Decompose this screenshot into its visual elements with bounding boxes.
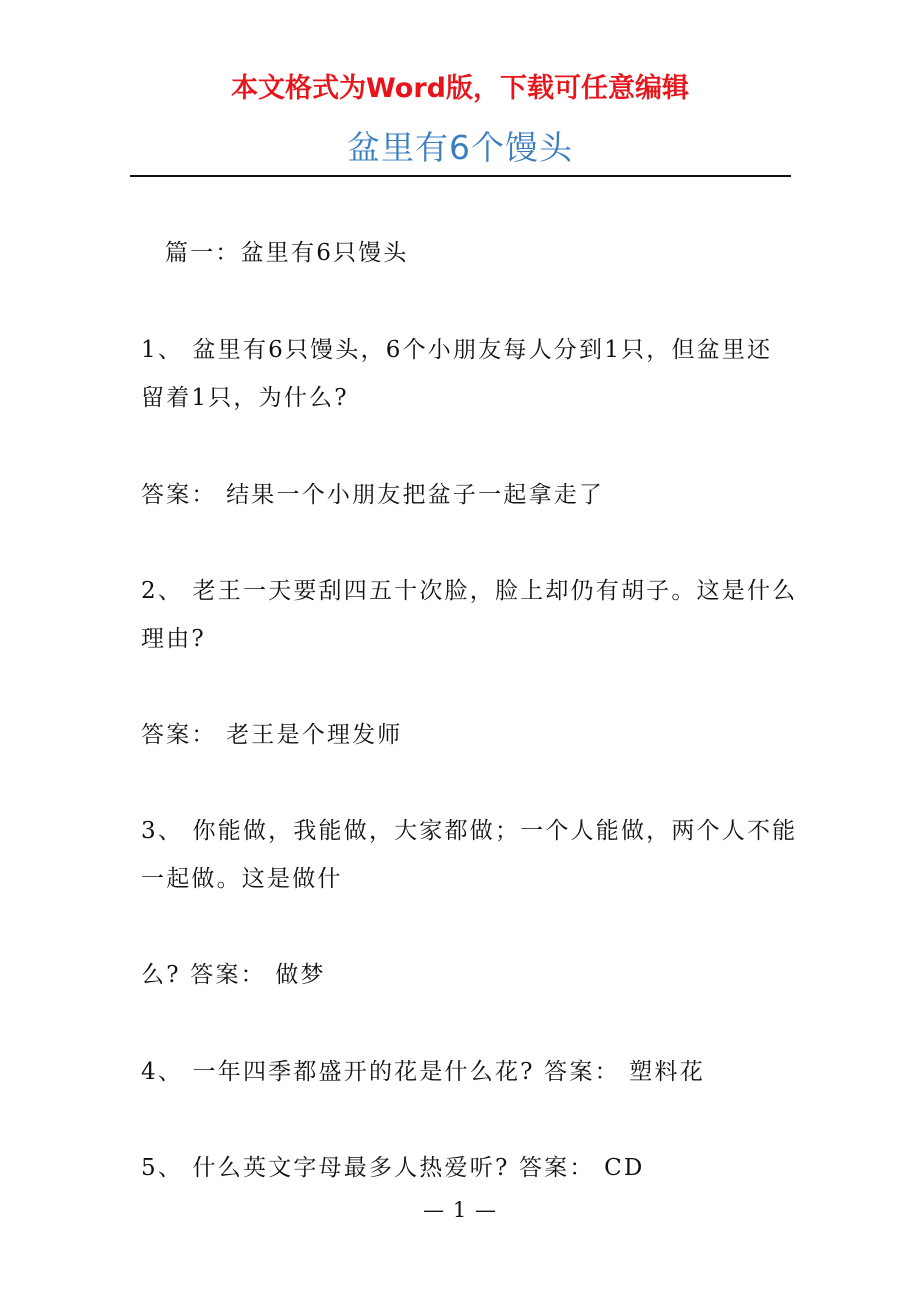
question-2-line-1: 2、 老王一天要刮四五十次脸，脸上却仍有胡子。这是什么 <box>141 578 798 604</box>
document-title: 盆里有6个馒头 <box>347 128 573 167</box>
question-5: 5、 什么英文字母最多人热爱听? 答案： CD <box>141 1155 645 1181</box>
answer-2: 答案： 老王是个理发师 <box>141 722 403 748</box>
document-banner: 本文格式为Word版，下载可任意编辑 <box>230 73 689 104</box>
question-1-line-1: 1、 盆里有6只馒头，6个小朋友每人分到1只，但盆里还 <box>141 337 773 363</box>
section-heading: 篇一：盆里有6只馒头 <box>165 240 409 266</box>
answer-3: 么? 答案： 做梦 <box>141 962 326 988</box>
question-4: 4、 一年四季都盛开的花是什么花? 答案： 塑料花 <box>141 1059 705 1085</box>
page-number: — 1 — <box>423 1198 497 1222</box>
question-3-line-1: 3、 你能做，我能做，大家都做；一个人能做，两个人不能 <box>141 818 798 844</box>
question-3-line-2: 一起做。这是做什 <box>141 866 343 892</box>
answer-1: 答案： 结果一个小朋友把盆子一起拿走了 <box>141 482 605 508</box>
question-1-line-2: 留着1只，为什么? <box>141 385 349 411</box>
question-2-line-2: 理由? <box>141 626 206 652</box>
title-divider <box>130 175 791 177</box>
